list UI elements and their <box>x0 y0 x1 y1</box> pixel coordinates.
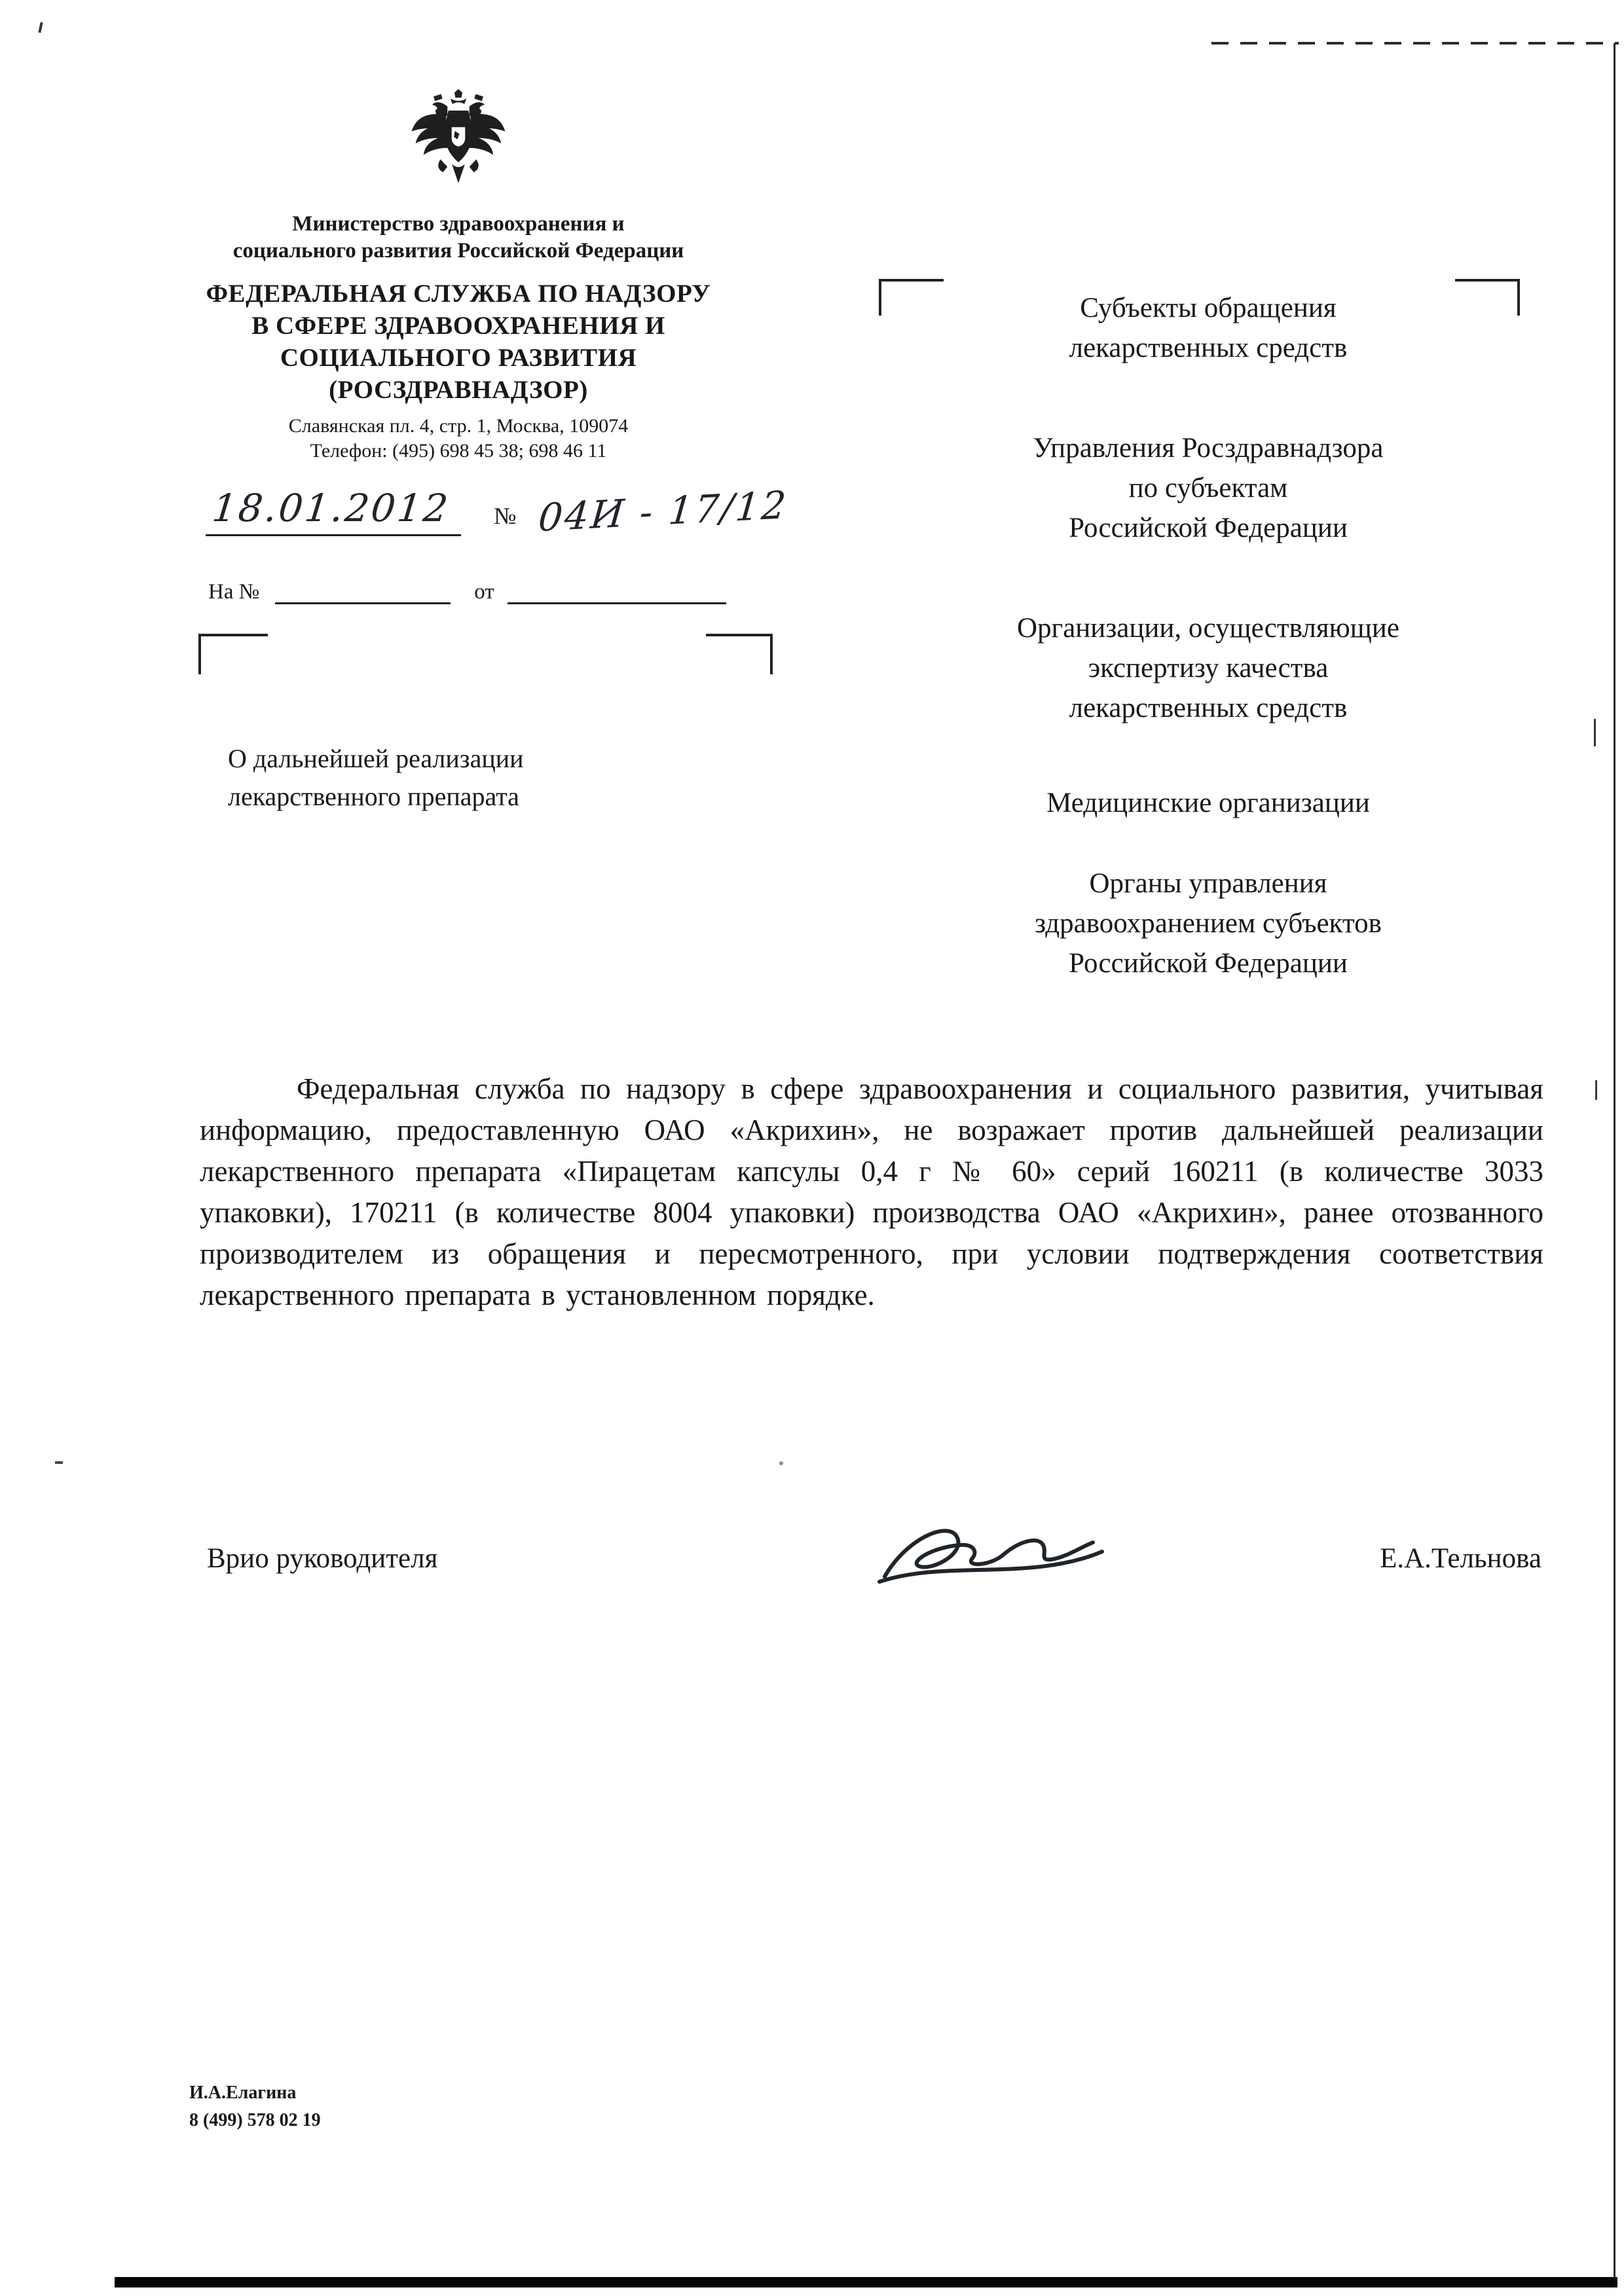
subject-line: О дальнейшей реализации <box>228 744 524 773</box>
scan-artifact-tick <box>38 22 43 33</box>
signature-icon <box>871 1514 1113 1599</box>
addressee-line: экспертизу качества <box>1088 653 1329 683</box>
service-line: СОЦИАЛЬНОГО РАЗВИТИЯ <box>280 344 637 372</box>
addressee-line: Субъекты обращения <box>1080 293 1337 323</box>
ministry-line: социального развития Российской Федерации <box>232 239 684 263</box>
executor-phone: 8 (499) 578 02 19 <box>189 2110 321 2130</box>
scan-artifact-tick <box>1594 719 1596 746</box>
executor-block <box>189 2079 321 2134</box>
ministry-name <box>177 211 740 264</box>
subject-line: лекарственного препарата <box>228 782 519 811</box>
addressee-line: Российской Федерации <box>1069 948 1348 979</box>
executor-name: И.А.Елагина <box>189 2083 297 2103</box>
reply-reference-row <box>208 579 726 604</box>
signer-position: Врио руководителя <box>207 1543 438 1574</box>
scan-artifact-dashed-line <box>1211 42 1619 45</box>
service-name <box>177 278 740 406</box>
handwritten-date: 18.01.2012 <box>210 486 452 530</box>
addressee-line: по субъектам <box>1128 473 1288 503</box>
scan-artifact-speck <box>779 1461 783 1465</box>
addressee-line: Организации, осуществляющие <box>1017 613 1399 644</box>
addressee-item <box>946 783 1470 823</box>
number-sign: № <box>494 503 517 529</box>
scan-artifact-bottom-bar <box>115 2277 1617 2287</box>
addressee-line: лекарственных средств <box>1069 333 1348 363</box>
phone-line: Телефон: (495) 698 45 38; 698 46 11 <box>310 440 607 462</box>
outgoing-number-row <box>208 482 790 541</box>
service-line: В СФЕРЕ ЗДРАВООХРАНЕНИЯ И <box>251 312 665 340</box>
letter-subject <box>228 740 524 816</box>
letter-body-paragraph: Федеральная служба по надзору в сфере здравоохранения и социального развития, учитывая информацию, предоставленную ОАО «Акрихин», не возражает против дальнейшей реализации лекарственного препарата «Пирацетам капсулы 0,4 г № 60» серий 160211 (в количестве 3033 упаковки), 170211 (в количестве 8004 упаковки) производства ОАО «Акрихин», ранее отозванного производителем из обращения и пересмотренного, при условии подтверждения соответствия лекарственного препарата в установленном порядке. <box>200 1072 1543 1311</box>
reply-from-label: от <box>474 580 494 604</box>
addressee-line: Российской Федерации <box>1069 513 1348 543</box>
signer-name: Е.А.Тельнова <box>1380 1543 1541 1574</box>
addressee-item <box>946 608 1470 728</box>
addressee-line: Управления Росздравнадзора <box>1033 433 1384 464</box>
scan-artifact-right-edge-line <box>1614 43 1615 2287</box>
ministry-line: Министерство здравоохранения и <box>292 212 625 236</box>
reply-number-blank <box>275 579 451 604</box>
addressee-list <box>946 288 1470 983</box>
postal-address: Славянская пл. 4, стр. 1, Москва, 109074 <box>288 415 629 437</box>
reply-label: На № <box>208 580 260 604</box>
addressee-item <box>946 288 1470 368</box>
addressee-line: лекарственных средств <box>1069 693 1348 723</box>
subject-zone-bracket-left <box>198 634 268 674</box>
service-line: (РОСЗДРАВНАДЗОР) <box>329 376 588 404</box>
addressee-item <box>946 864 1470 983</box>
letterhead <box>177 84 740 464</box>
addressee-line: здравоохранением субъектов <box>1035 908 1382 939</box>
addressee-line: Органы управления <box>1089 868 1327 899</box>
addressee-line: Медицинские организации <box>1046 788 1370 818</box>
coat-of-arms-icon <box>409 84 508 203</box>
scan-artifact-tick <box>55 1461 63 1464</box>
letterhead-contacts <box>177 414 740 464</box>
addressee-item <box>946 428 1470 548</box>
subject-zone-bracket-right <box>706 634 773 674</box>
scan-artifact-tick <box>1595 1080 1597 1100</box>
handwritten-date-field <box>206 486 466 536</box>
service-line: ФЕДЕРАЛЬНАЯ СЛУЖБА ПО НАДЗОРУ <box>206 280 711 308</box>
reply-date-blank <box>507 579 726 604</box>
addressee-zone-bracket-left <box>879 279 944 316</box>
handwritten-outgoing-number: 04И - 17/12 <box>536 482 790 541</box>
